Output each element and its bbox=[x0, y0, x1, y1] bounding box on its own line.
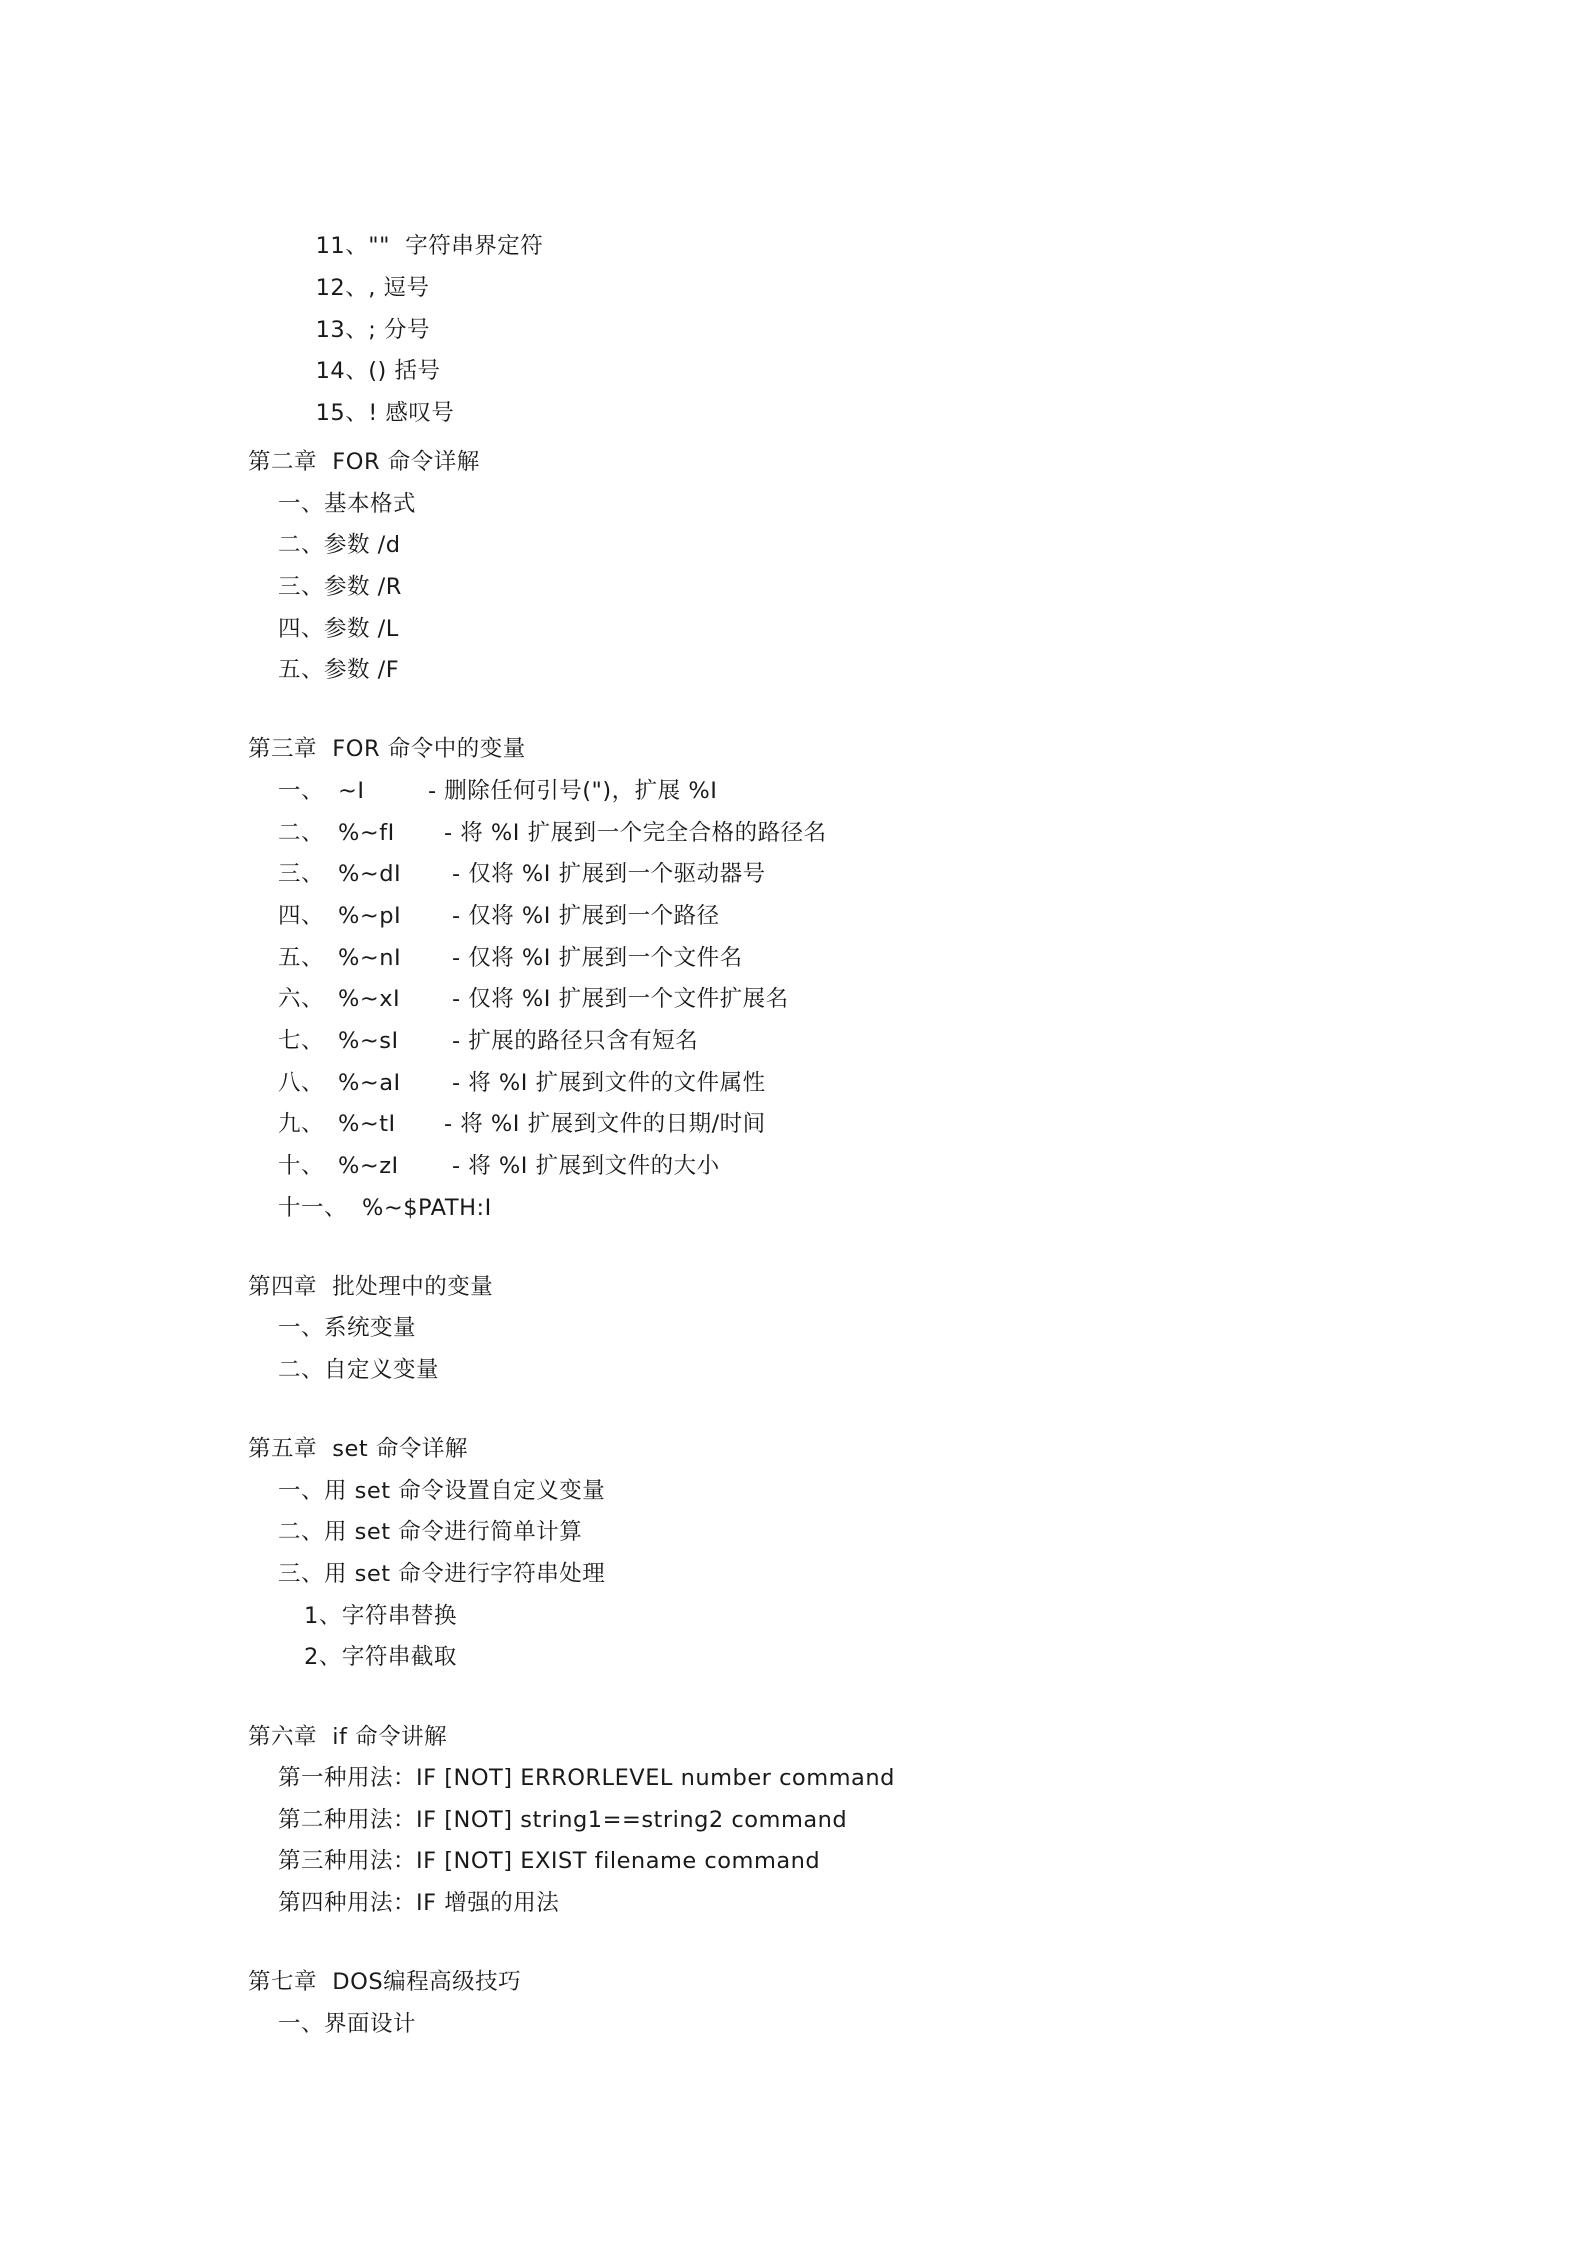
variable-name: %~pI bbox=[338, 903, 402, 929]
list-text: "" 字符串界定符 bbox=[368, 233, 544, 259]
variable-description: - 仅将 %I 扩展到一个驱动器号 bbox=[452, 861, 766, 887]
variable-name: ~I bbox=[338, 778, 365, 804]
variable-name: %~tI bbox=[338, 1111, 396, 1137]
list-item: 一、系统变量 bbox=[278, 1315, 417, 1341]
sub-list-item: 2、字符串截取 bbox=[304, 1644, 457, 1670]
variable-description: - 扩展的路径只含有短名 bbox=[452, 1028, 699, 1054]
list-number: 11、 bbox=[315, 233, 369, 259]
variable-name: %~xI bbox=[338, 986, 401, 1012]
list-text: () 括号 bbox=[368, 358, 441, 384]
variable-name: %~sI bbox=[338, 1028, 399, 1054]
chapter-title: 第四章 批处理中的变量 bbox=[248, 1274, 494, 1300]
list-item: 二、用 set 命令进行简单计算 bbox=[278, 1519, 583, 1545]
variable-description: - 将 %I 扩展到文件的日期/时间 bbox=[444, 1111, 766, 1137]
list-item: 五、参数 /F bbox=[278, 657, 400, 683]
variable-name: %~aI bbox=[338, 1070, 401, 1096]
list-item: 第三种用法：IF [NOT] EXIST filename command bbox=[278, 1848, 821, 1874]
variable-description: - 将 %I 扩展到一个完全合格的路径名 bbox=[444, 820, 827, 846]
chapter-title: 第六章 if 命令讲解 bbox=[248, 1724, 448, 1750]
list-item: 一、基本格式 bbox=[278, 491, 417, 517]
list-text: ; 分号 bbox=[368, 317, 430, 343]
chapter-title: 第二章 FOR 命令详解 bbox=[248, 449, 480, 475]
item-number: 二、 bbox=[278, 820, 325, 846]
item-number: 十、 bbox=[278, 1153, 325, 1179]
variable-description: - 仅将 %I 扩展到一个文件扩展名 bbox=[452, 986, 789, 1012]
list-item: 一、界面设计 bbox=[278, 2011, 417, 2037]
variable-name: %~dI bbox=[338, 861, 402, 887]
list-number: 15、 bbox=[315, 400, 369, 426]
item-number: 一、 bbox=[278, 778, 325, 804]
list-number: 12、 bbox=[315, 275, 369, 301]
list-item: 四、参数 /L bbox=[278, 616, 399, 642]
variable-name: %~$PATH:I bbox=[362, 1195, 492, 1221]
list-number: 14、 bbox=[315, 358, 369, 384]
list-item: 一、用 set 命令设置自定义变量 bbox=[278, 1478, 606, 1504]
chapter-title: 第五章 set 命令详解 bbox=[248, 1436, 468, 1462]
variable-description: - 将 %I 扩展到文件的大小 bbox=[452, 1153, 720, 1179]
list-item: 二、自定义变量 bbox=[278, 1357, 440, 1383]
list-item: 三、用 set 命令进行字符串处理 bbox=[278, 1561, 606, 1587]
variable-name: %~fI bbox=[338, 820, 395, 846]
item-number: 五、 bbox=[278, 945, 325, 971]
variable-description: - 删除任何引号(")，扩展 %I bbox=[428, 778, 718, 804]
list-item: 三、参数 /R bbox=[278, 574, 402, 600]
list-text: , 逗号 bbox=[368, 275, 430, 301]
item-number: 六、 bbox=[278, 986, 325, 1012]
list-item: 第一种用法：IF [NOT] ERRORLEVEL number command bbox=[278, 1765, 895, 1791]
item-number: 七、 bbox=[278, 1028, 325, 1054]
item-number: 九、 bbox=[278, 1111, 325, 1137]
variable-description: - 将 %I 扩展到文件的文件属性 bbox=[452, 1070, 766, 1096]
variable-description: - 仅将 %I 扩展到一个路径 bbox=[452, 903, 720, 929]
chapter-title: 第三章 FOR 命令中的变量 bbox=[248, 736, 526, 762]
chapter-title: 第七章 DOS编程高级技巧 bbox=[248, 1969, 522, 1995]
list-item: 第四种用法：IF 增强的用法 bbox=[278, 1890, 560, 1916]
item-number: 三、 bbox=[278, 861, 325, 887]
item-number: 四、 bbox=[278, 903, 325, 929]
list-item: 第二种用法：IF [NOT] string1==string2 command bbox=[278, 1807, 848, 1833]
variable-description: - 仅将 %I 扩展到一个文件名 bbox=[452, 945, 743, 971]
list-item bbox=[285, 368, 454, 458]
item-number: 八、 bbox=[278, 1070, 325, 1096]
list-number: 13、 bbox=[315, 317, 369, 343]
sub-list-item: 1、字符串替换 bbox=[304, 1603, 457, 1629]
variable-name: %~nI bbox=[338, 945, 402, 971]
item-number: 十一、 bbox=[278, 1195, 348, 1221]
list-text: ! 感叹号 bbox=[368, 400, 455, 426]
variable-name: %~zI bbox=[338, 1153, 399, 1179]
list-item: 二、参数 /d bbox=[278, 532, 401, 558]
